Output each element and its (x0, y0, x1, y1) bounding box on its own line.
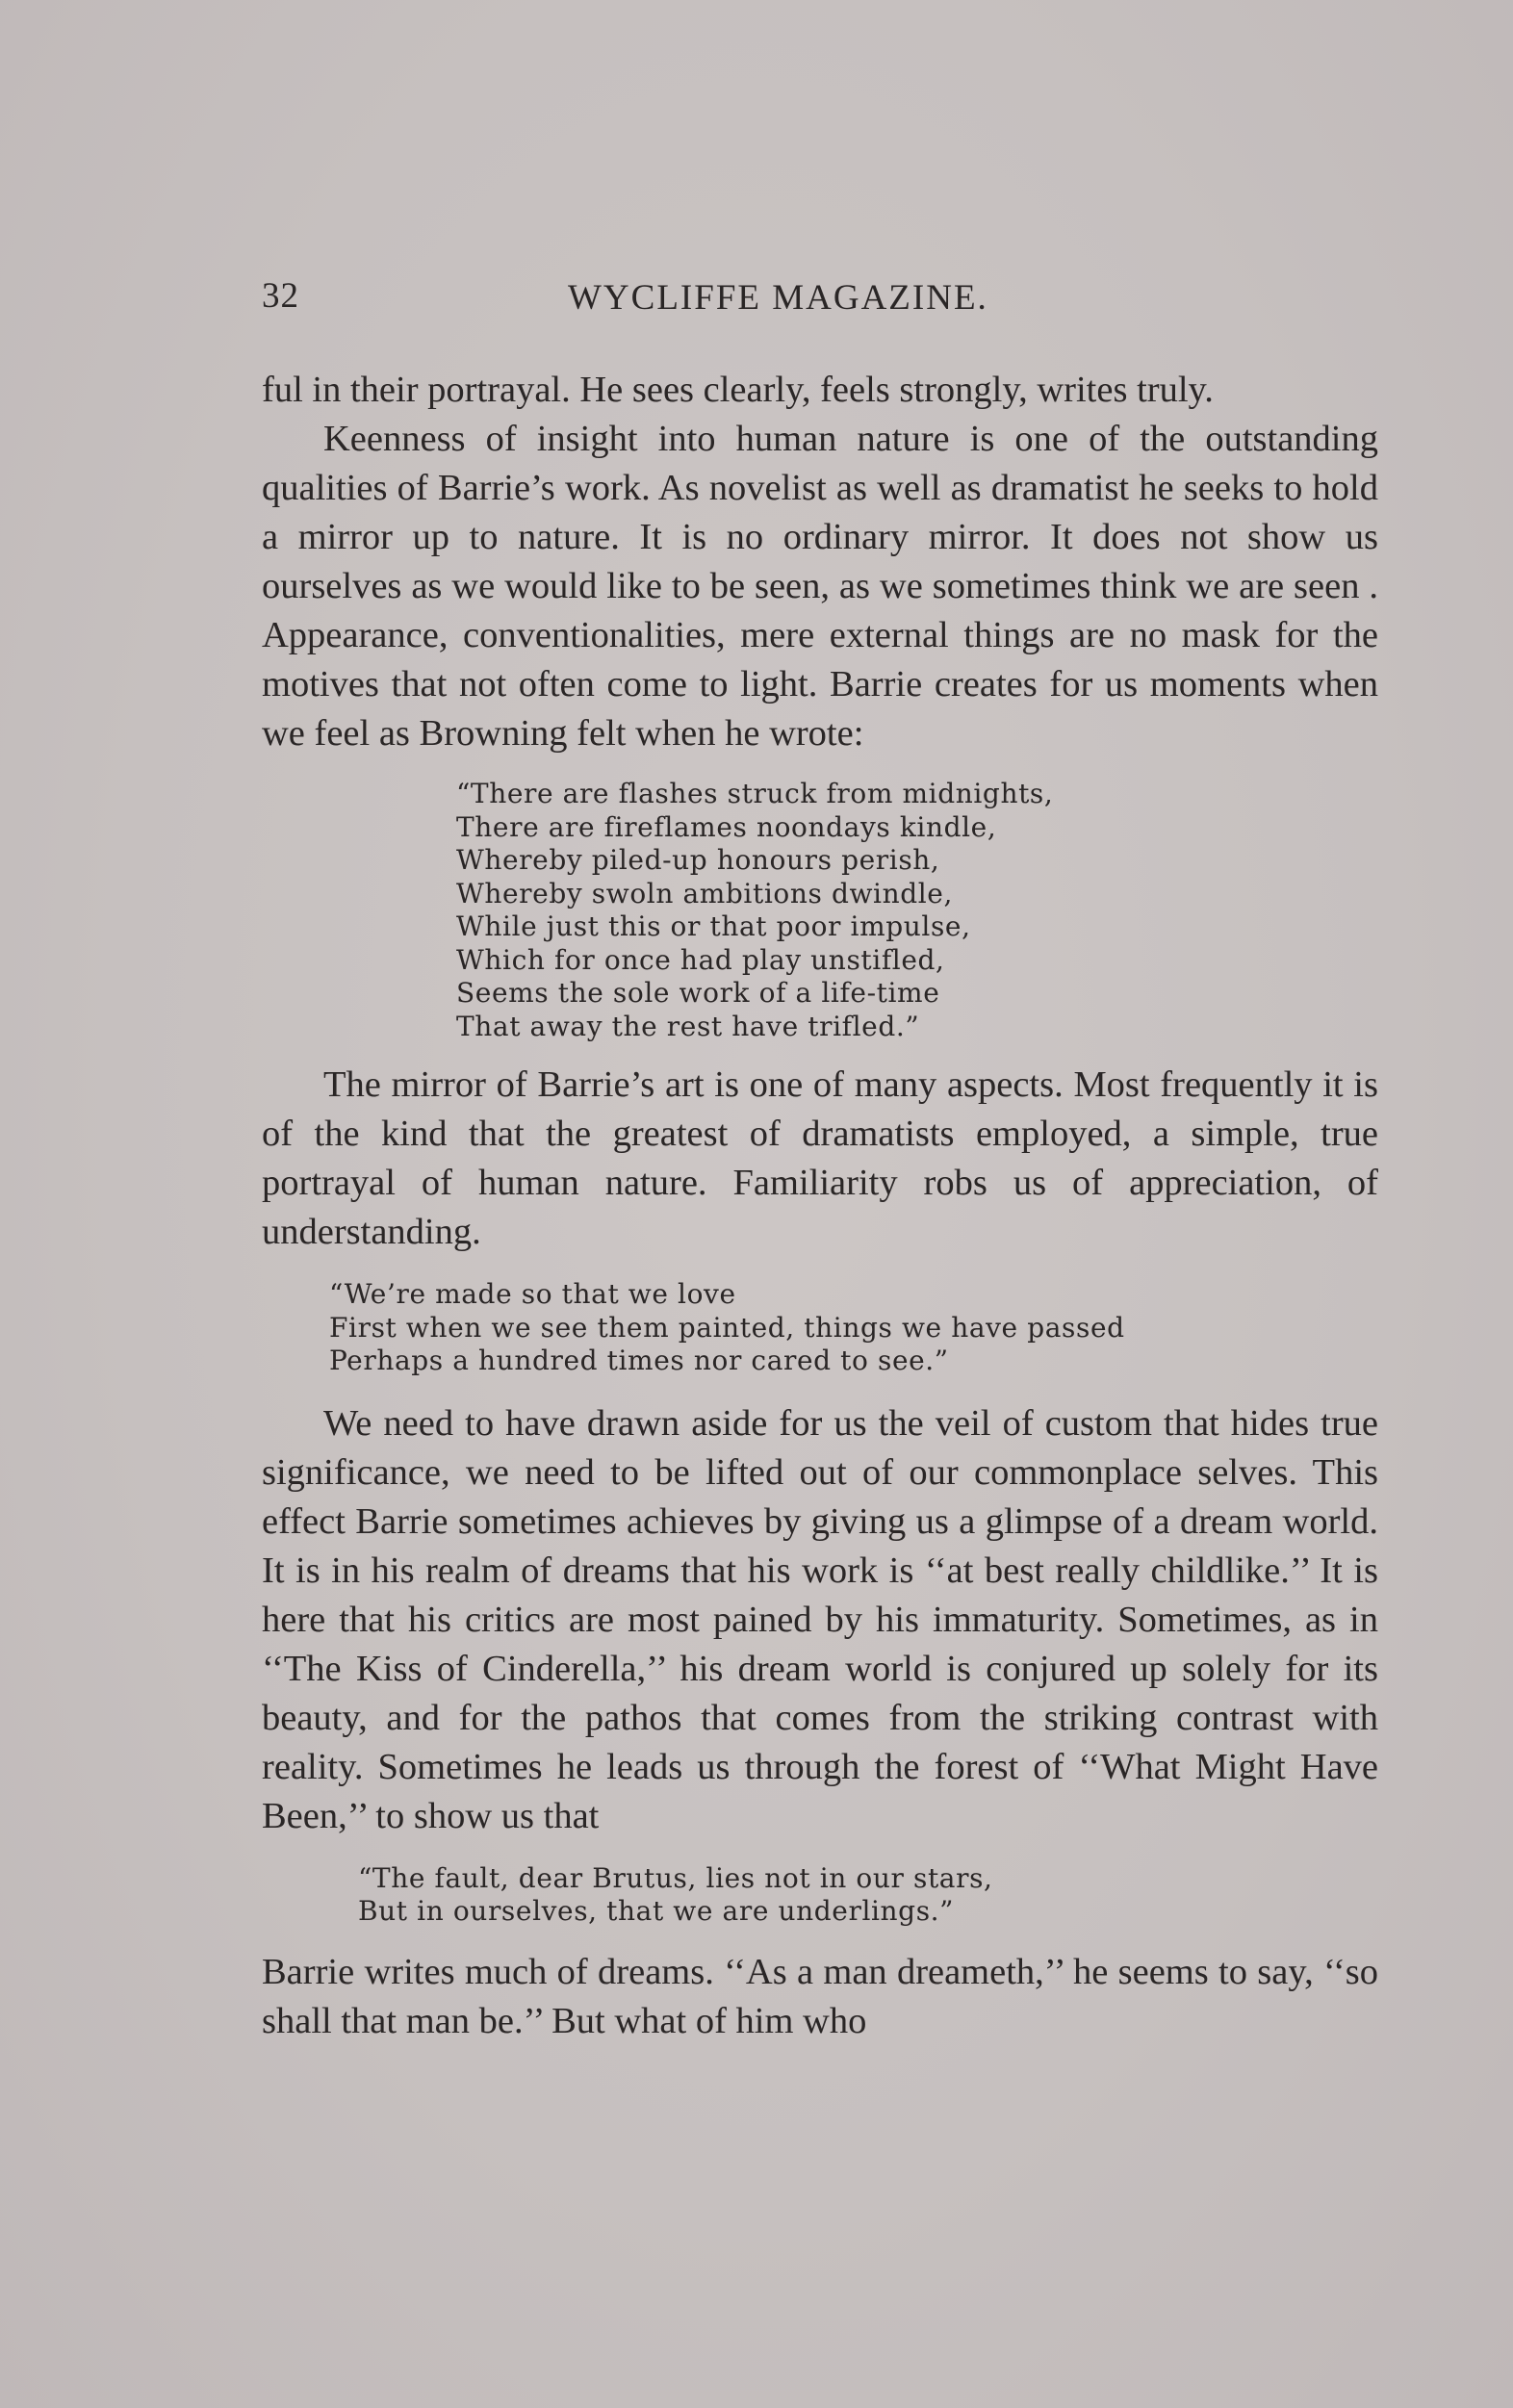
paragraph-1: ful in their portrayal. He sees clearly, feels strongly, writes truly. (262, 370, 1214, 410)
verse-line: That away the rest have trifled.” (456, 1010, 920, 1042)
verse-line: While just this or that poor impulse, (456, 910, 971, 942)
verse-line: “The fault, dear Brutus, lies not in our stars, (358, 1861, 993, 1894)
verse-line: Perhaps a hundred times nor cared to see.” (329, 1345, 949, 1376)
verse-line: Seems the sole work of a life-time (456, 977, 940, 1009)
browning-verse-quote (262, 778, 1378, 1043)
verse-line: But in ourselves, that we are underlings.” (358, 1895, 955, 1927)
painted-verse-quote (262, 1278, 1378, 1378)
page-number: 32 (262, 276, 299, 316)
brutus-verse-quote (262, 1862, 1378, 1929)
article-body (262, 366, 1378, 2046)
paragraph-2: Keenness of insight into human nature is one of the outstanding qualities of Barrie’s work. As novelist as well as dramatist he seeks to hold a mirror up to nature. It is no ordinary mirror. It does not show us ourselves as we would like to be seen, as we sometimes think we are seen . Appearance, conventionalities, mere external things are no mask for the motives that not often come to light. Barrie creates for us moments when we feel as Browning felt when he wrote: (262, 419, 1378, 754)
journal-title: WYCLIFFE MAGAZINE. (568, 278, 988, 318)
verse-line: There are fireflames noondays kindle, (456, 810, 997, 843)
verse-line: “We’re made so that we love (329, 1278, 736, 1310)
verse-line: Which for once had play unstifled, (456, 943, 945, 976)
verse-line: “There are flashes struck from midnights, (456, 778, 1054, 809)
running-head (262, 275, 1378, 323)
verse-line: Whereby piled-up honours perish, (456, 844, 940, 876)
paragraph-3: The mirror of Barrie’s art is one of many aspects. Most frequently it is of the kind that the greatest of dramatists employed, a simple, true portrayal of human nature. Familiarity robs us of appreciation, of understanding. (262, 1064, 1378, 1252)
verse-line: First when we see them painted, things we have passed (329, 1311, 1125, 1344)
verse-line: Whereby swoln ambitions dwindle, (456, 877, 953, 909)
paragraph-5: Barrie writes much of dreams. ‘‘As a man dreameth,’’ he seems to say, ‘‘so shall that man be.’’ But what of him who (262, 1951, 1378, 2041)
paragraph-4: We need to have drawn aside for us the veil of custom that hides true significance, we need to be lifted out of our commonplace selves. This effect Barrie sometimes achieves by giving us a glimpse of a dream world. It is in his realm of dreams that his work is ‘‘at best really childlike.’’ It is here that his critics are most pained by his immaturity. Sometimes, as in ‘‘The Kiss of Cinderella,’’ his dream world is conjured up solely for its beauty, and for the pathos that comes from the striking contrast with reality. Sometimes he leads us through the forest of ‘‘What Might Have Been,’’ to show us that (262, 1402, 1378, 1836)
